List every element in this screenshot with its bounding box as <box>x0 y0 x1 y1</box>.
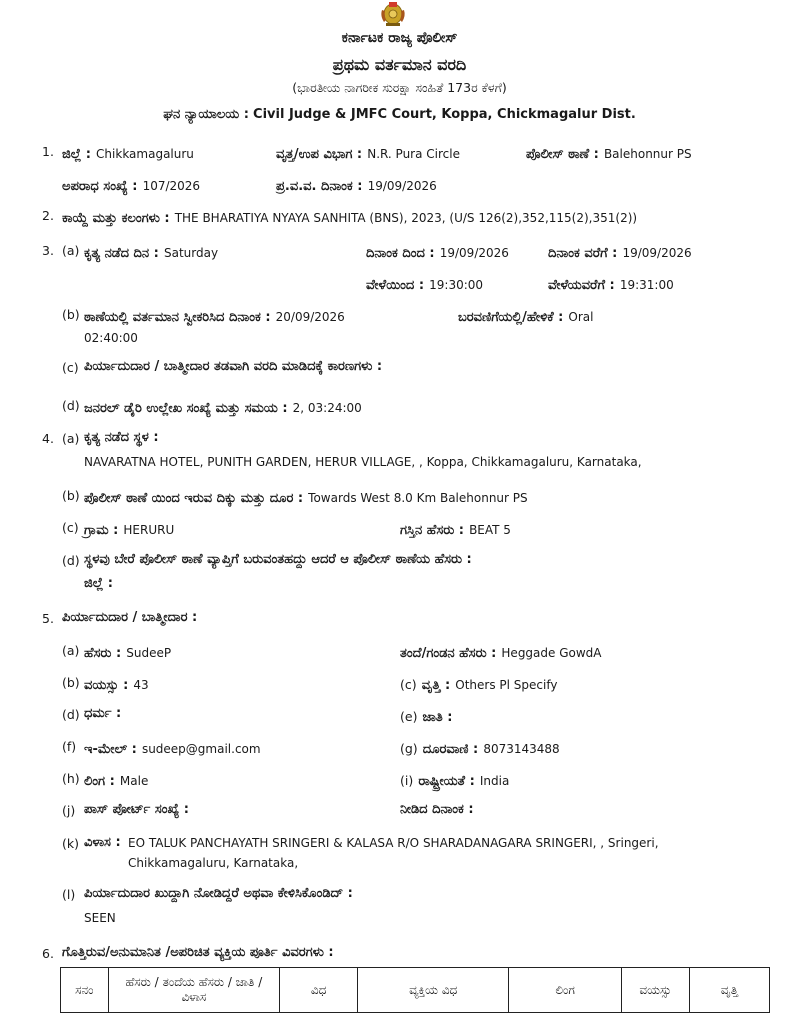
caste-field <box>400 706 453 725</box>
table-header: ವಿಧ <box>280 968 358 1013</box>
sub-item-tag: (h) <box>62 771 80 786</box>
beat-field <box>400 519 511 538</box>
sub-item-tag: (c) <box>62 360 79 375</box>
court-label: ಘನ ನ್ಯಾಯಾಲಯ : <box>163 107 249 122</box>
acts-sections-label: ಕಾಯ್ದೆ ಮತ್ತು ಕಲಂಗಳು : <box>62 211 170 226</box>
crime-number-field <box>62 175 200 194</box>
table-header: ಸನಂ <box>61 968 109 1013</box>
sub-item-tag: (g) <box>400 741 418 756</box>
religion-label: ಧರ್ಮ : <box>84 706 122 721</box>
sub-item-tag: (k) <box>62 836 79 851</box>
occurrence-day-label: ಕೃತ್ಯ ನಡೆದ ದಿನ : <box>84 246 159 261</box>
email-value: sudeep@gmail.com <box>141 742 261 756</box>
gender-label: ಲಿಂಗ : <box>84 774 115 789</box>
gender-value: Male <box>119 774 149 788</box>
circle-label: ವೃತ್ತ/ಉಪ ವಿಭಾಗ : <box>276 147 363 162</box>
sub-item-tag: (a) <box>62 243 80 258</box>
beat-label: ಗಸ್ತಿನ ಹೆಸರು : <box>400 523 464 538</box>
direction-distance-field <box>84 487 528 506</box>
document-subtitle: (ಭಾರತೀಯ ನಾಗರೀಕ ಸುರಕ್ಷಾ ಸಂಹಿತೆ 173ರ ಕೆಳಗೆ) <box>292 80 507 95</box>
passport-number-label: ಪಾಸ್ ಪೋರ್ಟ್ ಸಂಖ್ಯೆ : <box>84 802 189 817</box>
table-header: ವ್ಯಕ್ತಿಯ ವಿಧ <box>358 968 509 1013</box>
sub-item-tag: (c) <box>62 520 79 535</box>
complainant-heading: ಪಿರ್ಯಾದುದಾರ / ಬಾತ್ಮೀದಾರ : <box>62 610 198 625</box>
gender-field <box>84 770 148 789</box>
phone-value: 8073143488 <box>483 742 560 756</box>
table-header: ವೃತ್ತಿ <box>689 968 769 1013</box>
section-number: 6. <box>42 946 54 961</box>
village-value: HERURU <box>123 523 175 537</box>
address-line1: EO TALUK PANCHAYATH SRINGERI & KALASA R/O SHARADANAGARA SRINGERI, , Sringeri, <box>128 836 659 850</box>
section-number: 3. <box>42 243 54 258</box>
district-value: Chikkamagaluru <box>96 147 194 161</box>
table-header: ಲಿಂಗ <box>509 968 622 1013</box>
from-time-field <box>366 274 483 293</box>
section-number: 2. <box>42 208 54 223</box>
sub-item-tag: (e) <box>400 709 418 724</box>
beat-value: BEAT 5 <box>469 523 511 537</box>
occurrence-day-value: Saturday <box>163 246 219 260</box>
info-mode-field <box>458 306 594 325</box>
table-header: ವಯಸ್ಸು <box>621 968 689 1013</box>
karnataka-emblem-icon <box>378 0 408 28</box>
sub-item-tag: (j) <box>62 803 76 818</box>
general-diary-field <box>84 397 362 416</box>
table-header: ಹೆಸರು / ತಂದೆಯ ಹೆಸರು / ಜಾತಿ / ವಿಳಾಸ <box>108 968 279 1013</box>
court-line <box>0 107 799 122</box>
fir-date-field <box>276 175 437 194</box>
village-label: ಗ್ರಾಮ : <box>84 523 119 538</box>
circle-value: N.R. Pura Circle <box>367 147 460 161</box>
from-date-value: 19/09/2026 <box>439 246 509 260</box>
complainant-name-label: ಹೆಸರು : <box>84 646 122 661</box>
sub-item-tag: (b) <box>62 307 80 322</box>
age-value: 43 <box>133 678 149 692</box>
sub-item-tag: (b) <box>62 675 80 690</box>
state-police-heading: ಕರ್ನಾಟಕ ರಾಜ್ಯ ಪೊಲೀಸ್ <box>341 30 458 46</box>
seen-heard-label: ಪಿರ್ಯಾದುದಾರ ಖುದ್ದಾಗಿ ನೋಡಿದ್ದರೆ ಅಥವಾ ಕೇಳಿಸಿಕೊಂಡಿದ್ : <box>84 886 353 901</box>
to-date-label: ದಿನಾಂಕ ವರೆಗೆ : <box>548 246 618 261</box>
to-date-value: 19/09/2026 <box>622 246 692 260</box>
nationality-label: ರಾಷ್ಟ್ರೀಯತೆ : <box>418 774 475 789</box>
info-received-field <box>84 306 345 325</box>
from-date-field <box>366 242 509 261</box>
to-time-field <box>548 274 674 293</box>
sub-item-tag: (l) <box>62 887 76 902</box>
father-name-value: Heggade GowdA <box>501 646 602 660</box>
accused-table <box>60 967 770 1013</box>
info-mode-value: Oral <box>568 310 594 324</box>
fir-date-value: 19/09/2026 <box>367 179 437 193</box>
general-diary-value: 2, 03:24:00 <box>292 401 362 415</box>
section-number: 4. <box>42 431 54 446</box>
sub-item-tag: (f) <box>62 739 77 754</box>
to-time-value: 19:31:00 <box>619 278 674 292</box>
to-date-field <box>548 242 692 261</box>
sub-item-tag: (b) <box>62 488 80 503</box>
police-station-label: ಪೊಲೀಸ್ ಠಾಣೆ : <box>526 147 599 162</box>
place-of-occurrence-label: ಕೃತ್ಯ ನಡೆದ ಸ್ಥಳ : <box>84 430 159 445</box>
document-title: ಪ್ರಥಮ ವರ್ತಮಾನ ವರದಿ <box>332 55 467 74</box>
age-label: ವಯಸ್ಸು : <box>84 678 129 693</box>
crime-number-value: 107/2026 <box>142 179 201 193</box>
sub-item-tag: (d) <box>62 707 80 722</box>
delay-reason-label: ಪಿರ್ಯಾದುದಾರ / ಬಾತ್ಮೀದಾರ ತಡವಾಗಿ ವರದಿ ಮಾಡಿದಕ್ಕೆ ಕಾರಣಗಳು : <box>84 359 383 374</box>
complainant-name-value: SudeeP <box>126 646 172 660</box>
sub-item-tag: (c) <box>400 677 417 692</box>
section-number: 1. <box>42 144 54 159</box>
phone-label: ದೂರವಾಣಿ : <box>422 742 479 757</box>
sub-item-tag: (a) <box>62 643 80 658</box>
address-line2: Chikkamagaluru, Karnataka, <box>128 856 299 870</box>
district-label: ಜಿಲ್ಲೆ : <box>62 147 91 162</box>
occupation-value: Others Pl Specify <box>455 678 558 692</box>
to-time-label: ವೇಳೆಯವರೆಗೆ : <box>548 278 615 293</box>
general-diary-label: ಜನರಲ್ ಡೈರಿ ಉಲ್ಲೇಖ ಸಂಖ್ಯೆ ಮತ್ತು ಸಮಯ : <box>84 401 288 416</box>
info-received-time: 02:40:00 <box>84 331 138 345</box>
sub-item-tag: (i) <box>400 773 414 788</box>
from-time-label: ವೇಳೆಯಿಂದ : <box>366 278 425 293</box>
acts-sections-field <box>62 207 637 226</box>
place-of-occurrence-value: NAVARATNA HOTEL, PUNITH GARDEN, HERUR VILLAGE, , Koppa, Chikkamagaluru, Karnataka, <box>84 455 642 469</box>
district-field <box>62 143 194 162</box>
nationality-field <box>400 770 509 789</box>
other-police-station-label: ಸ್ಥಳವು ಬೇರೆ ಪೊಲೀಸ್ ಠಾಣೆ ವ್ಯಾಪ್ತಿಗೆ ಬರುವಂತಹದ್ದು ಆದರೆ ಆ ಪೊಲೀಸ್ ಠಾಣೆಯ ಹೆಸರು : <box>84 552 472 567</box>
info-mode-label: ಬರವಣಿಗೆಯಲ್ಲಿ/ಹೇಳಿಕೆ : <box>458 310 564 325</box>
circle-field <box>276 143 460 162</box>
police-station-field <box>526 143 692 162</box>
address-label: ವಿಳಾಸ : <box>84 835 121 850</box>
sub-item-tag: (d) <box>62 398 80 413</box>
info-received-value: 20/09/2026 <box>275 310 345 324</box>
from-time-value: 19:30:00 <box>429 278 484 292</box>
issued-date-label: ನೀಡಿದ ದಿನಾಂಕ : <box>400 802 474 817</box>
occurrence-day-field <box>84 242 218 261</box>
crime-number-label: ಅಪರಾಧ ಸಂಖ್ಯೆ : <box>62 179 138 194</box>
police-station-value: Balehonnur PS <box>603 147 692 161</box>
direction-distance-label: ಪೊಲೀಸ್ ಠಾಣೆ ಯಿಂದ ಇರುವ ದಿಕ್ಕು ಮತ್ತು ದೂರ : <box>84 491 304 506</box>
email-field <box>84 738 261 757</box>
caste-label: ಜಾತಿ : <box>422 710 453 725</box>
nationality-value: India <box>479 774 510 788</box>
email-label: ಇ-ಮೇಲ್ : <box>84 742 137 757</box>
village-field <box>84 519 174 538</box>
from-date-label: ದಿನಾಂಕ ದಿಂದ : <box>366 246 435 261</box>
acts-sections-value: THE BHARATIYA NYAYA SANHITA (BNS), 2023, (U/S 126(2),352,115(2),351(2)) <box>174 211 638 225</box>
father-name-label: ತಂದೆ/ಗಂಡನ ಹೆಸರು : <box>400 646 497 661</box>
section-number: 5. <box>42 611 54 626</box>
occupation-label: ವೃತ್ತಿ : <box>421 678 451 693</box>
complainant-name-field <box>84 642 171 661</box>
other-district-label: ಜಿಲ್ಲೆ : <box>84 576 113 591</box>
occupation-field <box>400 674 557 693</box>
direction-distance-value: Towards West 8.0 Km Balehonnur PS <box>308 491 528 505</box>
age-field <box>84 674 149 693</box>
court-value: Civil Judge & JMFC Court, Koppa, Chickmagalur Dist. <box>253 107 636 122</box>
father-name-field <box>400 642 602 661</box>
seen-heard-value: SEEN <box>84 911 116 925</box>
accused-details-heading: ಗೊತ್ತಿರುವ/ಅನುಮಾನಿತ /ಅಪರಿಚಿತ ವ್ಯಕ್ತಿಯ ಪೂರ್ತಿ ವಿವರಗಳು : <box>62 945 334 960</box>
sub-item-tag: (d) <box>62 553 80 568</box>
fir-date-label: ಪ್ರ.ವ.ವ. ದಿನಾಂಕ : <box>276 179 363 194</box>
info-received-label: ಠಾಣೆಯಲ್ಲಿ ವರ್ತಮಾನ ಸ್ವೀಕರಿಸಿದ ದಿನಾಂಕ : <box>84 310 271 325</box>
sub-item-tag: (a) <box>62 431 80 446</box>
phone-field <box>400 738 560 757</box>
table-header-row <box>61 968 770 1013</box>
